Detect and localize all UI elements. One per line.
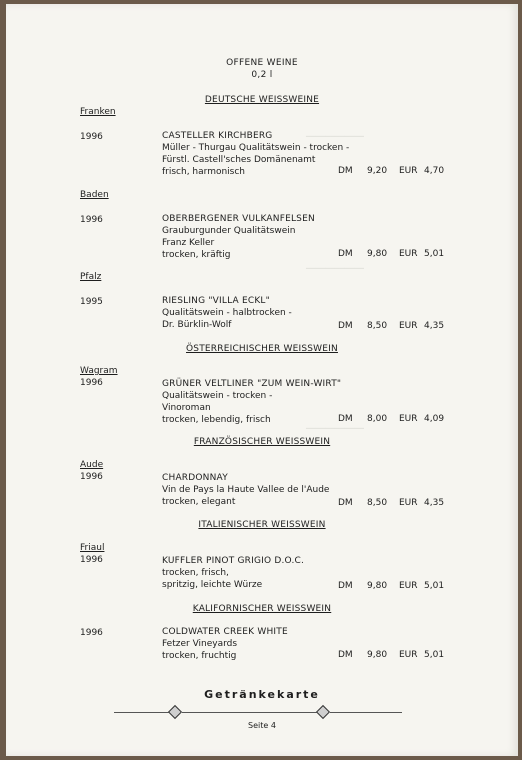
currency-dm: DM [338, 321, 353, 331]
price-eur: 4,35 [424, 321, 445, 331]
wine-entry [162, 295, 292, 331]
price-eur: 4,35 [424, 498, 445, 508]
price-dm: 9,20 [367, 166, 388, 176]
diamond-ornament-icon [316, 705, 330, 719]
footer-divider [330, 712, 402, 713]
wine-detail: Fürstl. Castell'sches Domänenamt [162, 155, 316, 165]
wine-entry [162, 213, 315, 261]
currency-eur: EUR [399, 414, 418, 424]
region-label: Baden [80, 190, 109, 200]
wine-year: 1996 [80, 628, 103, 638]
wine-detail: trocken, fruchtig [162, 651, 237, 661]
footer-divider [114, 712, 170, 713]
page-number: Seite 4 [248, 721, 276, 730]
currency-eur: EUR [399, 166, 418, 176]
wine-detail: frisch, harmonisch [162, 167, 246, 177]
wine-detail: trocken, kräftig [162, 250, 231, 260]
price-dm: 9,80 [367, 650, 388, 660]
currency-dm: DM [338, 249, 353, 259]
wine-detail: spritzig, leichte Würze [162, 580, 263, 590]
price-dm: 8,00 [367, 414, 388, 424]
price-dm: 8,50 [367, 321, 388, 331]
price-dm: 9,80 [367, 249, 388, 259]
price-dm: 9,80 [367, 581, 388, 591]
wine-detail: trocken, lebendig, frisch [162, 415, 271, 425]
wine-entry [162, 555, 304, 591]
wine-year: 1996 [80, 555, 103, 565]
currency-dm: DM [338, 650, 353, 660]
wine-year: 1996 [80, 472, 103, 482]
currency-eur: EUR [399, 321, 418, 331]
wine-detail: Vinoroman [162, 403, 211, 413]
wine-name: COLDWATER CREEK WHITE [162, 627, 288, 637]
menu-heading: OFFENE WEINE [226, 58, 298, 68]
price-eur: 4,09 [424, 414, 445, 424]
currency-eur: EUR [399, 581, 418, 591]
section-title-french: FRANZÖSISCHER WEISSWEIN [193, 437, 331, 447]
footer-title: Getränkekarte [204, 688, 320, 701]
region-label: Franken [80, 107, 116, 117]
wine-detail: Qualitätswein - halbtrocken - [162, 308, 292, 318]
show-through-decoration: ──────────── [306, 424, 364, 433]
show-through-decoration: ──────────── [306, 264, 364, 273]
wine-entry [162, 130, 349, 178]
diamond-ornament-icon [168, 705, 182, 719]
section-title-german: DEUTSCHE WEISSWEINE [204, 95, 320, 105]
wine-name: CHARDONNAY [162, 473, 228, 483]
menu-page [6, 4, 518, 756]
price-dm: 8,50 [367, 498, 388, 508]
wine-name: GRÜNER VELTLINER "ZUM WEIN-WIRT" [162, 379, 342, 389]
wine-name: CASTELLER KIRCHBERG [162, 131, 273, 141]
wine-detail: Dr. Bürklin-Wolf [162, 320, 232, 330]
currency-dm: DM [338, 166, 353, 176]
wine-entry [162, 378, 341, 426]
wine-year: 1996 [80, 215, 103, 225]
wine-detail: Vin de Pays la Haute Vallee de l'Aude [162, 485, 330, 495]
currency-eur: EUR [399, 498, 418, 508]
wine-detail: trocken, elegant [162, 497, 236, 507]
currency-dm: DM [338, 581, 353, 591]
wine-entry [162, 626, 288, 662]
wine-year: 1996 [80, 378, 103, 388]
currency-eur: EUR [399, 249, 418, 259]
wine-name: KUFFLER PINOT GRIGIO D.O.C. [162, 556, 305, 566]
wine-year: 1996 [80, 132, 103, 142]
region-label: Friaul [80, 543, 105, 553]
price-eur: 4,70 [424, 166, 445, 176]
footer-divider [182, 712, 318, 713]
section-title-austrian: ÖSTERREICHISCHER WEISSWEIN [186, 344, 338, 354]
currency-dm: DM [338, 414, 353, 424]
price-eur: 5,01 [424, 650, 445, 660]
wine-detail: Franz Keller [162, 238, 215, 248]
section-title-californian: KALIFORNISCHER WEISSWEIN [192, 604, 332, 614]
wine-name: OBERBERGENER VULKANFELSEN [162, 214, 315, 224]
wine-detail: Fetzer Vineyards [162, 639, 238, 649]
region-label: Pfalz [80, 272, 102, 282]
region-label: Wagram [80, 366, 118, 376]
wine-detail: Müller - Thurgau Qualitätswein - trocken - [162, 143, 350, 153]
currency-dm: DM [338, 498, 353, 508]
currency-eur: EUR [399, 650, 418, 660]
wine-detail: Qualitätswein - trocken - [162, 391, 273, 401]
wine-year: 1995 [80, 297, 103, 307]
region-label: Aude [80, 460, 104, 470]
serving-size: 0,2 l [251, 70, 273, 80]
price-eur: 5,01 [424, 249, 445, 259]
wine-detail: trocken, frisch, [162, 568, 229, 578]
section-title-italian: ITALIENISCHER WEISSWEIN [198, 520, 326, 530]
wine-name: RIESLING "VILLA ECKL" [162, 296, 270, 306]
wine-detail: Grauburgunder Qualitätswein [162, 226, 296, 236]
show-through-decoration: ──────────── [306, 132, 364, 141]
price-eur: 5,01 [424, 581, 445, 591]
wine-entry [162, 472, 329, 508]
